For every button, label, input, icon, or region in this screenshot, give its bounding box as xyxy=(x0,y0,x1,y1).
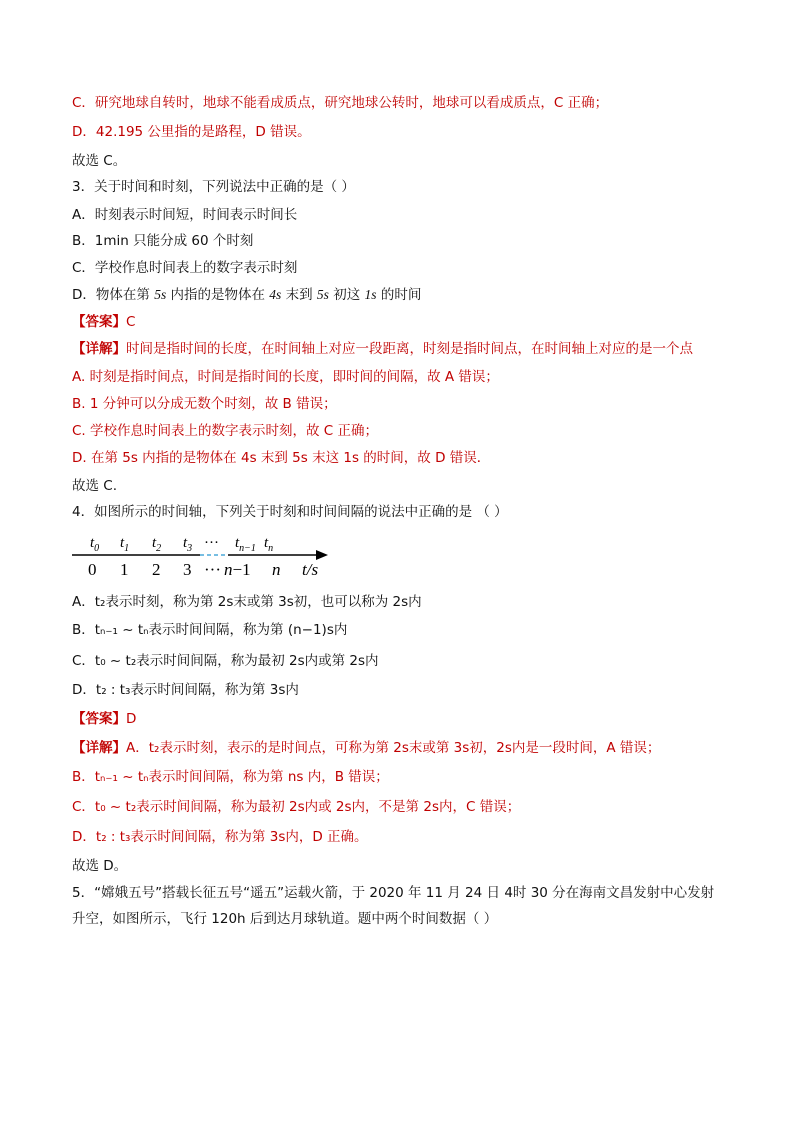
answer-value: D xyxy=(126,711,137,727)
explanation-line-d: D．42.195 公里指的是路程，D 错误。 xyxy=(72,124,311,140)
q4-choice: 故选 D。 xyxy=(72,858,128,874)
q4-option-a: A．t₂表示时刻，称为第 2s末或第 3s初，也可以称为 2s内 xyxy=(72,594,422,610)
timeline-top-label: ··· xyxy=(204,535,219,551)
q3-d-mid: 内指的是物体在 xyxy=(166,287,270,303)
q3-stem: 3．关于时间和时刻，下列说法中正确的是（ ） xyxy=(72,179,355,195)
q4-explain-d: D．t₂ : t₃表示时间间隔，称为第 3s内，D 正确。 xyxy=(72,829,368,845)
q4-option-c: C．t₀ ~ t₂表示时间间隔，称为最初 2s内或第 2s内 xyxy=(72,653,379,669)
q4-answer xyxy=(72,709,136,729)
detail-text: 时间是指时间的长度，在时间轴上对应一段距离，时刻是指时间点，在时间轴上对应的是一个点 xyxy=(126,341,693,357)
q3-d-1s: 1s xyxy=(364,287,377,302)
timeline-bottom-label: ··· xyxy=(204,560,221,579)
answer-value: C xyxy=(126,314,136,330)
timeline-bottom-label: 0 xyxy=(88,560,97,579)
timeline-bottom-label: 3 xyxy=(183,560,192,579)
q3-d-mid3: 初这 xyxy=(328,287,365,303)
detail-tag: 【详解】 xyxy=(72,740,126,756)
q3-option-b: B．1min 只能分成 60 个时刻 xyxy=(72,233,254,249)
q3-option-c: C．学校作息时间表上的数字表示时刻 xyxy=(72,260,298,276)
timeline-bottom-label: t/s xyxy=(302,560,319,579)
timeline-top-label: $t_2$ xyxy=(152,535,162,554)
q3-choice: 故选 C. xyxy=(72,478,118,494)
detail-text: A．t₂表示时刻，表示的是时间点，可称为第 2s末或第 3s初，2s内是一段时间，A 错误； xyxy=(126,740,661,756)
timeline-diagram xyxy=(70,528,330,580)
q3-d-mid2: 末到 xyxy=(281,287,317,303)
timeline-top-label: $t_{n-1}$ xyxy=(235,535,256,554)
q3-explain-a: A. 时刻是指时间点，时间是指时间的长度，即时间的间隔，故 A 错误； xyxy=(72,369,499,385)
q3-explain-b: B. 1 分钟可以分成无数个时刻，故 B 错误； xyxy=(72,396,337,412)
timeline-top-label: $t_n$ xyxy=(264,535,274,554)
answer-tag: 【答案】 xyxy=(72,314,126,330)
q3-answer xyxy=(72,312,135,332)
q4-option-b: B．tₙ₋₁ ~ tₙ表示时间间隔，称为第 (n−1)s内 xyxy=(72,622,348,638)
timeline-top-label: $t_3$ xyxy=(183,535,193,554)
q4-stem: 4．如图所示的时间轴，下列关于时刻和时间间隔的说法中正确的是 （ ） xyxy=(72,504,508,520)
q3-d-4s: 4s xyxy=(269,287,282,302)
q3-d-5s2: 5s xyxy=(316,287,329,302)
q3-d-end: 的时间 xyxy=(376,287,422,303)
timeline-bottom-label: n xyxy=(272,560,281,579)
timeline-top-label: $t_0$ xyxy=(90,535,100,554)
explanation-line-c: C．研究地球自转时，地球不能看成质点，研究地球公转时，地球可以看成质点，C 正确； xyxy=(72,95,609,111)
q3-explain-c: C. 学校作息时间表上的数字表示时刻，故 C 正确； xyxy=(72,423,379,439)
timeline-bottom-label: n−1 xyxy=(224,560,251,579)
q4-explain-b: B．tₙ₋₁ ~ tₙ表示时间间隔，称为第 ns 内，B 错误； xyxy=(72,769,389,785)
q3-explain-d: D. 在第 5s 内指的是物体在 4s 末到 5s 末这 1s 的时间，故 D 错误． xyxy=(72,450,491,466)
q4-option-d: D．t₂ : t₃表示时间间隔，称为第 3s内 xyxy=(72,682,299,698)
q4-explain-c: C．t₀ ~ t₂表示时间间隔，称为最初 2s内或 2s内，不是第 2s内，C 错误； xyxy=(72,799,521,815)
q3-d-5s: 5s xyxy=(154,287,167,302)
detail-tag: 【详解】 xyxy=(72,341,126,357)
q3-d-pre: D．物体在第 xyxy=(72,287,155,303)
choice-line: 故选 C。 xyxy=(72,153,127,169)
answer-tag: 【答案】 xyxy=(72,711,126,727)
q4-detail xyxy=(72,738,660,758)
q3-option-a: A．时刻表示时间短，时间表示时间长 xyxy=(72,207,298,223)
timeline-bottom-label: 1 xyxy=(120,560,129,579)
q3-option-d xyxy=(72,285,421,305)
q5-stem: 5．“嫦娥五号”搭载长征五号“遥五”运载火箭，于 2020 年 11 月 24 日 4时 30 分在海南文昌发射中心发射升空，如图所示，飞行 120h 后到达月球轨道。题中两个时间数据（ ） xyxy=(72,885,715,927)
q3-detail xyxy=(72,339,693,359)
timeline-bottom-label: 2 xyxy=(152,560,161,579)
timeline-top-label: $t_1$ xyxy=(120,535,130,554)
